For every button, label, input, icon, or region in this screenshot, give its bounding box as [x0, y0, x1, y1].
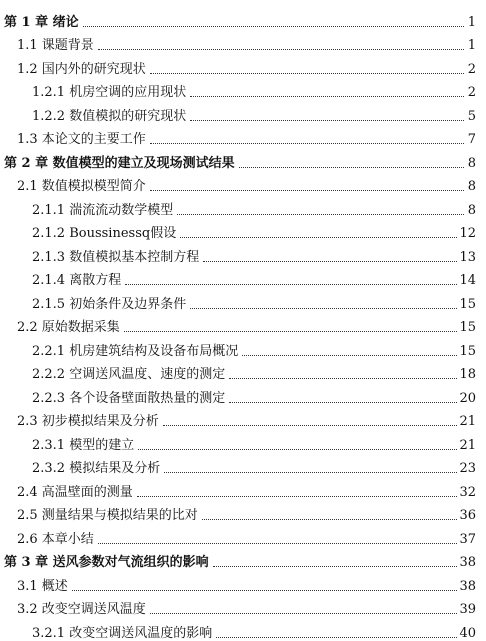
toc-entry-page-number: 13	[459, 249, 476, 265]
dot-leader	[213, 566, 458, 567]
toc-entry[interactable]	[4, 265, 476, 289]
dot-leader	[150, 613, 458, 614]
toc-entry[interactable]	[4, 218, 476, 242]
toc-entry-page-number: 40	[459, 625, 476, 641]
toc-entry-label: 第 2 章 数值模型的建立及现场测试结果	[4, 155, 235, 171]
toc-entry[interactable]	[4, 594, 476, 618]
toc-entry-page-number: 15	[459, 320, 476, 335]
toc-entry-label: 2.6 本章小结	[17, 531, 94, 547]
toc-entry-label: 2.1.5 初始条件及边界条件	[32, 296, 187, 312]
toc-entry-page-number: 8	[467, 179, 476, 194]
toc-entry-page-number: 23	[459, 461, 476, 476]
toc-entry-label: 2.2 原始数据采集	[17, 320, 120, 335]
toc-entry-page-number: 32	[459, 484, 476, 500]
toc-entry-page-number: 15	[459, 296, 476, 312]
toc-entry[interactable]	[4, 335, 476, 359]
dot-leader	[137, 496, 458, 497]
dot-leader	[163, 425, 458, 426]
dot-leader	[138, 449, 457, 450]
dot-leader	[216, 637, 457, 638]
toc-entry-label: 2.2.2 空调送风温度、速度的测定	[32, 367, 226, 382]
toc-entry-label: 2.5 测量结果与模拟结果的比对	[17, 508, 198, 523]
toc-entry-label: 2.2.1 机房建筑结构及设备布局概况	[32, 343, 239, 359]
toc-entry-label: 2.3 初步模拟结果及分析	[17, 414, 159, 429]
toc-entry-label: 2.4 高温壁面的测量	[17, 484, 133, 500]
toc-entry[interactable]	[4, 547, 476, 571]
toc-entry-page-number: 20	[459, 390, 476, 406]
toc-entry-label: 2.1 数值模拟模型简介	[17, 179, 146, 194]
toc-entry[interactable]	[4, 288, 476, 312]
toc-entry-page-number: 18	[459, 367, 476, 382]
toc-entry-label: 2.3.1 模型的建立	[32, 437, 135, 453]
toc-entry-label: 3.2 改变空调送风温度	[17, 602, 146, 617]
toc-entry-page-number: 38	[459, 555, 476, 570]
dot-leader	[229, 378, 457, 379]
toc-entry[interactable]	[4, 617, 476, 641]
toc-entry[interactable]	[4, 312, 476, 336]
toc-entry-page-number: 15	[459, 343, 476, 359]
toc-entry[interactable]	[4, 100, 476, 124]
dot-leader	[150, 190, 464, 191]
toc-entry-label: 2.1.2 Boussinessq假设	[32, 226, 177, 241]
toc-entry[interactable]	[4, 382, 476, 406]
toc-entry-page-number: 38	[459, 578, 476, 594]
dot-leader	[180, 237, 457, 238]
dot-leader	[98, 543, 458, 544]
dot-leader	[72, 590, 458, 591]
toc-entry[interactable]	[4, 147, 476, 171]
toc-entry[interactable]	[4, 171, 476, 195]
dot-leader	[242, 355, 457, 356]
dot-leader	[177, 214, 464, 215]
toc-entry[interactable]	[4, 6, 476, 30]
toc-entry-label: 2.2.3 各个设备壁面散热量的测定	[32, 390, 226, 406]
toc-entry-label: 2.3.2 模拟结果及分析	[32, 461, 161, 476]
toc-entry-page-number: 2	[467, 85, 476, 100]
toc-entry-page-number: 12	[459, 226, 476, 241]
toc-entry-label: 1.3 本论文的主要工作	[17, 132, 146, 147]
toc-entry[interactable]	[4, 241, 476, 265]
dot-leader	[164, 472, 457, 473]
toc-entry[interactable]	[4, 124, 476, 148]
toc-entry[interactable]	[4, 523, 476, 547]
toc-entry[interactable]	[4, 359, 476, 383]
toc-entry-label: 1.2.2 数值模拟的研究现状	[32, 108, 187, 124]
toc-entry-page-number: 37	[459, 531, 476, 547]
toc-entry-label: 2.1.4 离散方程	[32, 273, 122, 288]
toc-entry[interactable]	[4, 429, 476, 453]
toc-entry-label: 第 1 章 绪论	[4, 14, 79, 30]
toc-entry-label: 1.2 国内外的研究现状	[17, 61, 146, 77]
dot-leader	[229, 402, 457, 403]
dot-leader	[124, 331, 458, 332]
toc-entry[interactable]	[4, 30, 476, 54]
dot-leader	[190, 120, 464, 121]
dot-leader	[150, 143, 464, 144]
toc-entry-page-number: 21	[459, 437, 476, 453]
toc-entry-page-number: 5	[467, 108, 476, 124]
toc-entry[interactable]	[4, 453, 476, 477]
dot-leader	[83, 26, 464, 27]
dot-leader	[98, 49, 464, 50]
toc-entry-page-number: 1	[467, 14, 476, 30]
toc-entry-page-number: 7	[467, 132, 476, 147]
toc-entry[interactable]	[4, 500, 476, 524]
toc-entry[interactable]	[4, 194, 476, 218]
toc-entry-page-number: 2	[467, 61, 476, 77]
toc-entry-label: 2.1.3 数值模拟基本控制方程	[32, 249, 200, 265]
toc-entry-page-number: 36	[459, 508, 476, 523]
toc-entry-label: 3.2.1 改变空调送风温度的影响	[32, 625, 213, 641]
dot-leader	[125, 284, 457, 285]
toc-entry-label: 第 3 章 送风参数对气流组织的影响	[4, 555, 209, 570]
toc-entry-label: 1.1 课题背景	[17, 38, 94, 53]
dot-leader	[239, 167, 464, 168]
toc-entry-page-number: 8	[467, 202, 476, 218]
toc-entry-page-number: 14	[459, 273, 476, 288]
toc-entry-label: 2.1.1 湍流流动数学模型	[32, 202, 174, 218]
toc-entry-page-number: 39	[459, 602, 476, 617]
toc-entry-page-number: 1	[467, 38, 476, 53]
toc-entry[interactable]	[4, 77, 476, 101]
dot-leader	[203, 261, 457, 262]
dot-leader	[150, 73, 464, 74]
dot-leader	[202, 519, 458, 520]
toc-entry[interactable]	[4, 406, 476, 430]
dot-leader	[190, 96, 464, 97]
toc-entry-label: 3.1 概述	[17, 578, 68, 594]
toc-entry-label: 1.2.1 机房空调的应用现状	[32, 85, 187, 100]
toc-entry-page-number: 8	[467, 155, 476, 171]
dot-leader	[190, 308, 457, 309]
toc-entry[interactable]	[4, 53, 476, 77]
toc-entry[interactable]	[4, 476, 476, 500]
toc-entry-page-number: 21	[459, 414, 476, 429]
toc-entry[interactable]	[4, 570, 476, 594]
